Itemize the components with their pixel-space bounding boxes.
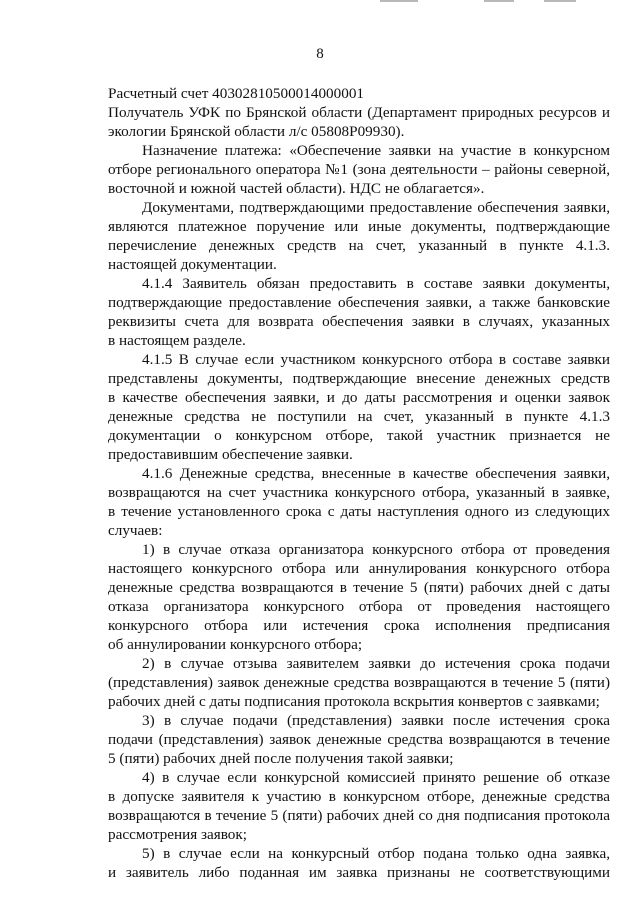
text-line: в настоящем разделе. [108, 332, 246, 349]
text-line: Назначение платежа: «Обеспечение заявки на участие в конкурсном [142, 142, 610, 159]
text-line: возвращаются в течение 5 (пяти) рабочих дней со дня подписания протокола [108, 807, 610, 824]
text-line: перечисление денежных средств на счет, указанный в пункте 4.1.3. [108, 237, 610, 254]
text-line: 5) в случае если на конкурсный отбор подана только одна заявка, [142, 845, 610, 862]
paragraph-case3 [108, 711, 610, 768]
paragraph-case5 [108, 844, 610, 882]
text-line: в допуске заявителя к участию в конкурсном отборе, денежные средства [108, 788, 610, 805]
text-line: случаев: [108, 522, 163, 539]
text-line: 3) в случае подачи (представления) заявки после истечения срока [142, 712, 610, 729]
text-line: 2) в случае отзыва заявителем заявки до истечения срока подачи [142, 655, 610, 672]
text-line: подтверждающие предоставление обеспечения заявки, а также банковские [108, 294, 610, 311]
text-line: предоставившим обеспечение заявки. [108, 446, 353, 463]
text-line: отборе регионального оператора №1 (зона деятельности – районы северной, [108, 161, 610, 178]
page-number: 8 [316, 46, 324, 62]
paragraph-p416 [108, 464, 610, 540]
text-line: Расчетный счет 40302810500014000001 [108, 85, 365, 102]
text-line: являются платежное поручение или иные документы, подтверждающие [108, 218, 610, 235]
text-line: 4) в случае если конкурсной комиссией принято решение об отказе [142, 769, 610, 786]
text-line: отказа организатора конкурсного отбора от проведения настоящего [108, 598, 610, 615]
paragraph-purpose [108, 141, 610, 198]
text-line: конкурсного отбора или истечения срока исполнения предписания [108, 617, 610, 634]
text-line: 5 (пяти) рабочих дней после получения такой заявки; [108, 750, 454, 767]
text-line: настоящей документации. [108, 256, 277, 273]
paragraph-case1 [108, 540, 610, 654]
paragraph-case4 [108, 768, 610, 844]
text-line: об аннулировании конкурсного отбора; [108, 636, 363, 653]
text-line: (представления) заявок денежные средства возвращаются в течение 5 (пяти) [108, 674, 610, 691]
text-line: рассмотрения заявок; [108, 826, 248, 843]
text-line: реквизиты счета для возврата обеспечения заявки в случаях, указанных [108, 313, 610, 330]
paragraph-case2 [108, 654, 610, 711]
paragraph-p414 [108, 274, 610, 350]
text-line: восточной и южной частей области). НДС не облагается». [108, 180, 485, 197]
text-line: документации о конкурсном отборе, такой участник признается не [108, 427, 610, 444]
paragraph-recipient [108, 103, 610, 141]
text-line: и заявитель либо поданная им заявка признаны не соответствующими [108, 864, 610, 881]
text-line: возвращаются на счет участника конкурсного отбора, указанный в заявке, [108, 484, 610, 501]
text-line: 4.1.4 Заявитель обязан предоставить в составе заявки документы, [142, 275, 610, 292]
text-line: 4.1.6 Денежные средства, внесенные в качестве обеспечения заявки, [142, 465, 610, 482]
text-line: представлены документы, подтверждающие внесение денежных средств [108, 370, 610, 387]
text-line: подачи (представления) заявок денежные средства возвращаются в течение [108, 731, 610, 748]
paragraph-account [108, 84, 610, 103]
text-line: 4.1.5 В случае если участником конкурсного отбора в составе заявки [142, 351, 610, 368]
text-line: рабочих дней с даты подписания протокола вскрытия конвертов с заявками; [108, 693, 600, 710]
text-line: Документами, подтверждающими предоставление обеспечения заявки, [142, 199, 610, 216]
paragraph-documents [108, 198, 610, 274]
paragraph-p415 [108, 350, 610, 464]
text-line: денежные средства не поступили на счет, указанный в пункте 4.1.3 [108, 408, 610, 425]
text-line: денежные средства возвращаются в течение 5 (пяти) рабочих дней с даты [108, 579, 610, 596]
text-line: в течение установленного срока с даты наступления одного из следующих [108, 503, 610, 520]
text-line: настоящего конкурсного отбора или аннулирования конкурсного отбора [108, 560, 610, 577]
text-line: Получатель УФК по Брянской области (Департамент природных ресурсов и [108, 104, 610, 121]
text-line: 1) в случае отказа организатора конкурсного отбора от проведения [142, 541, 610, 558]
text-line: экологии Брянской области л/с 05808Р09930). [108, 123, 405, 140]
text-line: в качестве обеспечения заявки, и до даты рассмотрения и оценки заявок [108, 389, 610, 406]
scan-artifact-marks [380, 0, 580, 4]
document-body [108, 84, 610, 882]
